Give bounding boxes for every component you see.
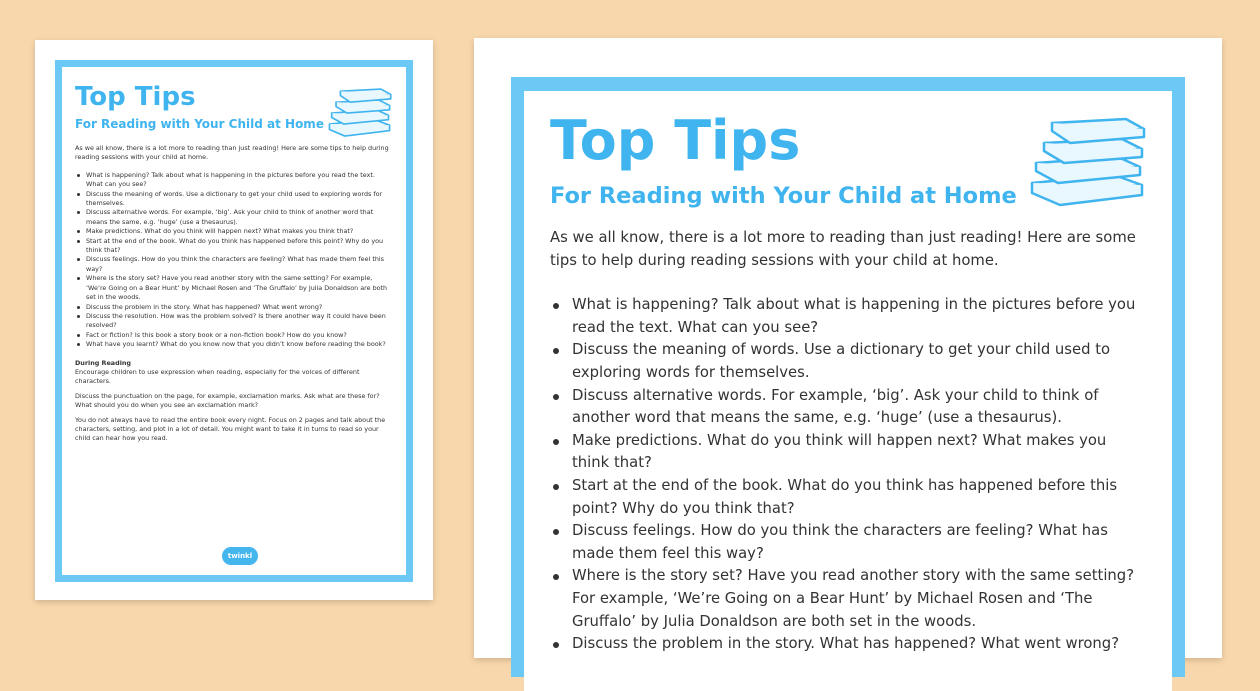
list-item: Discuss feelings. How do you think the characters are feeling? What has made them feel this way? [75, 255, 393, 274]
page-subtitle: For Reading with Your Child at Home [550, 183, 1017, 209]
tips-list [75, 171, 393, 350]
worksheet-border [511, 77, 1185, 677]
list-item: Make predictions. What do you think will happen next? What makes you think that? [75, 227, 393, 236]
page-title: Top Tips [550, 109, 801, 172]
worksheet-thumbnail [35, 40, 433, 600]
twinkl-logo: twinkl [222, 547, 258, 565]
worksheet-preview [474, 38, 1222, 658]
list-item: What have you learnt? What do you know now that you didn’t know before reading the book? [75, 340, 393, 349]
books-stack-icon [1022, 113, 1150, 209]
worksheet-content [524, 91, 1172, 691]
list-item: Where is the story set? Have you read another story with the same setting? For example, ‘We’re Going on a Bear Hunt’ by Michael Rosen and ‘The Gruffalo’ by Julia Donaldson are both set in the woods. [550, 565, 1146, 633]
list-item: Discuss alternative words. For example, ‘big’. Ask your child to think of another word that means the same, e.g. ‘huge’ (use a thesaurus). [550, 385, 1146, 430]
worksheet-content [62, 67, 406, 575]
list-item: What is happening? Talk about what is happening in the pictures before you read the text. What can you see? [75, 171, 393, 190]
page-title: Top Tips [75, 82, 196, 112]
list-item: Start at the end of the book. What do you think has happened before this point? Why do you think that? [75, 237, 393, 256]
paragraph: You do not always have to read the entire book every night. Focus on 2 pages and talk about the characters, setting, and plot in a lot of detail. You might want to take it in turns to read so your child can hear how you read. [75, 415, 386, 443]
list-item: Discuss the problem in the story. What has happened? What went wrong? [75, 303, 393, 312]
list-item: Discuss alternative words. For example, ‘big’. Ask your child to think of another word that means the same, e.g. ‘huge’ (use a thesaurus). [75, 208, 393, 227]
list-item: Start at the end of the book. What do you think has happened before this point? Why do you think that? [550, 475, 1146, 520]
intro-text: As we all know, there is a lot more to reading than just reading! Here are some tips to help during reading sessions with your child at home. [550, 229, 1136, 269]
list-item: Discuss the meaning of words. Use a dictionary to get your child used to exploring words for themselves. [75, 190, 393, 209]
intro-text: As we all know, there is a lot more to reading than just reading! Here are some tips to help during reading sessions with your child at home. [75, 144, 389, 162]
list-item: What is happening? Talk about what is happening in the pictures before you read the text. What can you see? [550, 294, 1146, 339]
paragraph: Encourage children to use expression when reading, especially for the voices of different characters. [75, 367, 360, 386]
books-stack-icon [324, 85, 394, 139]
section-heading: During Reading [75, 358, 132, 367]
page-subtitle: For Reading with Your Child at Home [75, 117, 324, 131]
tips-list [550, 294, 1146, 656]
list-item: Discuss feelings. How do you think the characters are feeling? What has made them feel this way? [550, 520, 1146, 565]
list-item: Discuss the problem in the story. What has happened? What went wrong? [550, 633, 1146, 656]
list-item: Fact or fiction? Is this book a story book or a non-fiction book? How do you know? [75, 331, 393, 340]
worksheet-border [55, 60, 413, 582]
list-item: Discuss the resolution. How was the problem solved? Is there another way it could have been resolved? [75, 312, 393, 331]
list-item: Discuss the meaning of words. Use a dictionary to get your child used to exploring words for themselves. [550, 339, 1146, 384]
list-item: Make predictions. What do you think will happen next? What makes you think that? [550, 430, 1146, 475]
paragraph: Discuss the punctuation on the page, for example, exclamation marks. Ask what are these for? What should you do when you see an exclamation mark? [75, 391, 380, 410]
list-item: Where is the story set? Have you read another story with the same setting? For example, ‘We’re Going on a Bear Hunt’ by Michael Rosen and ‘The Gruffalo’ by Julia Donaldson are both set in the woods. [75, 274, 393, 302]
